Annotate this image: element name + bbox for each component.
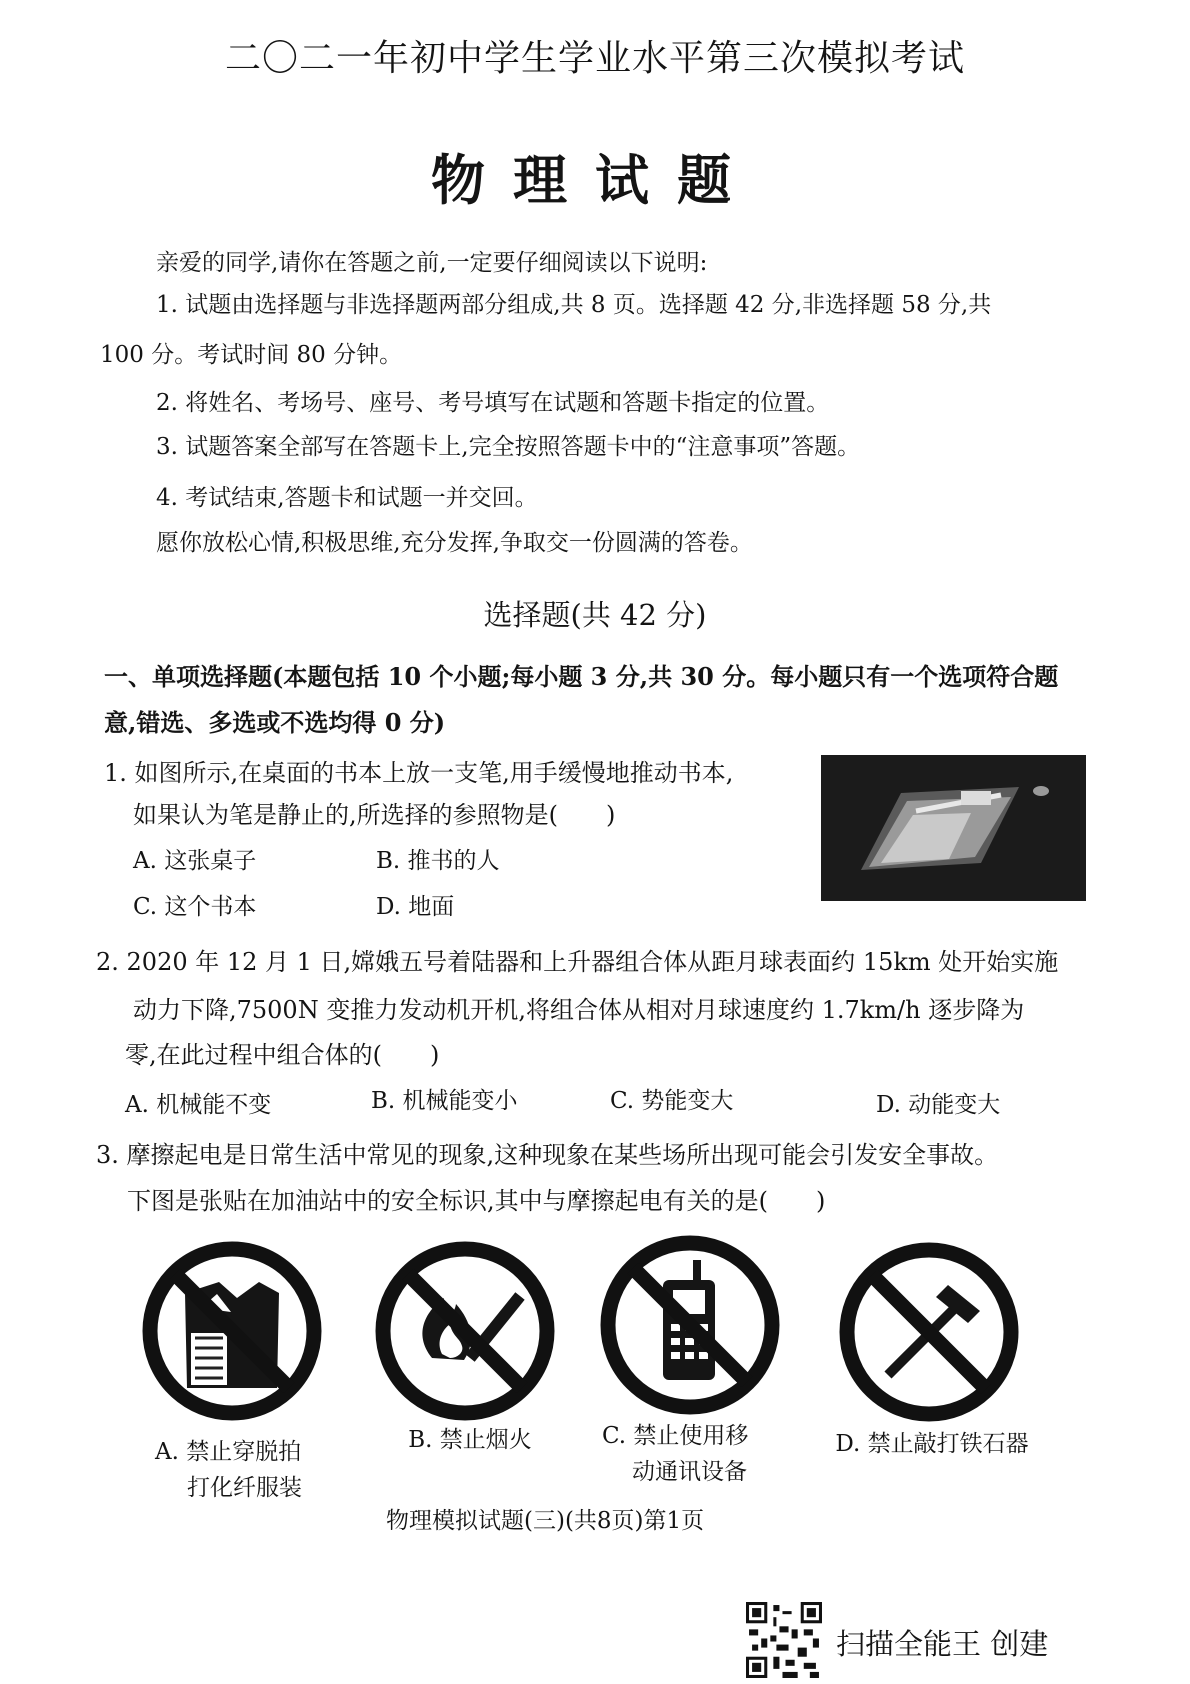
instructions-greeting: 亲爱的同学,请你在答题之前,一定要仔细阅读以下说明: bbox=[156, 250, 708, 276]
section-title: 选择题(共 42 分) bbox=[483, 598, 707, 632]
instruction-item: 4. 考试结束,答题卡和试题一并交回。 bbox=[156, 485, 538, 511]
sign-caption-line: 动通讯设备 bbox=[632, 1459, 747, 1485]
instructions-closing: 愿你放松心情,积极思维,充分发挥,争取交一份圆满的答卷。 bbox=[156, 530, 753, 556]
question-2-option-d: D. 动能变大 bbox=[876, 1092, 1001, 1118]
question-2-option-a: A. 机械能不变 bbox=[125, 1092, 272, 1118]
instruction-item: 2. 将姓名、考场号、座号、考号填写在试题和答题卡指定的位置。 bbox=[156, 390, 830, 416]
no-mobile-phone-sign-icon bbox=[597, 1232, 783, 1418]
sign-caption-c bbox=[590, 1418, 790, 1490]
question-2-line: 2. 2020 年 12 月 1 日,嫦娥五号着陆器和上升器组合体从距月球表面约 15km 处开始实施 bbox=[96, 948, 1059, 976]
part-heading-line: 意,错选、多选或不选均得 0 分) bbox=[104, 708, 446, 737]
sign-caption-d bbox=[812, 1426, 1052, 1462]
scanner-watermark: 扫描全能王 创建 bbox=[836, 1627, 1049, 1661]
question-1-option-d: D. 地面 bbox=[376, 894, 455, 920]
question-3-line: 下图是张贴在加油站中的安全标识,其中与摩擦起电有关的是( ) bbox=[127, 1187, 826, 1215]
question-1-option-a: A. 这张桌子 bbox=[133, 848, 257, 874]
question-2-option-c: C. 势能变大 bbox=[610, 1088, 734, 1114]
no-hammering-sign-icon bbox=[836, 1239, 1022, 1425]
sign-caption-line: D. 禁止敲打铁石器 bbox=[835, 1431, 1029, 1457]
book-pen-photo bbox=[821, 755, 1086, 901]
qr-code-icon bbox=[746, 1602, 822, 1678]
sign-caption-line: 打化纤服装 bbox=[187, 1475, 302, 1501]
question-1-line: 如果认为笔是静止的,所选择的参照物是( ) bbox=[133, 801, 616, 829]
part-heading-line: 一、单项选择题(本题包括 10 个小题;每小题 3 分,共 30 分。每小题只有一个选项符合题 bbox=[104, 662, 1059, 691]
question-1-line: 1. 如图所示,在桌面的书本上放一支笔,用手缓慢地推动书本, bbox=[104, 759, 734, 787]
subject-title: 物理试题 bbox=[431, 148, 759, 212]
sign-caption-line: A. 禁止穿脱拍 bbox=[155, 1439, 302, 1465]
question-2-option-b: B. 机械能变小 bbox=[371, 1088, 518, 1114]
question-1-option-c: C. 这个书本 bbox=[133, 894, 257, 920]
question-1-option-b: B. 推书的人 bbox=[376, 848, 500, 874]
instruction-item: 3. 试题答案全部写在答题卡上,完全按照答题卡中的“注意事项”答题。 bbox=[156, 434, 861, 460]
sign-caption-line: B. 禁止烟火 bbox=[408, 1427, 532, 1453]
sign-caption-b bbox=[380, 1422, 560, 1458]
question-2-line: 零,在此过程中组合体的( ) bbox=[125, 1041, 440, 1069]
no-fire-sign-icon bbox=[372, 1238, 558, 1424]
question-2-line: 动力下降,7500N 变推力发动机开机,将组合体从相对月球速度约 1.7km/h 逐步降为 bbox=[133, 996, 1025, 1024]
question-3-line: 3. 摩擦起电是日常生活中常见的现象,这种现象在某些场所出现可能会引发安全事故。 bbox=[96, 1141, 999, 1169]
instruction-item: 100 分。考试时间 80 分钟。 bbox=[100, 342, 403, 368]
exam-title: 二〇二一年初中学生学业水平第三次模拟考试 bbox=[224, 38, 965, 79]
sign-caption-a bbox=[135, 1434, 345, 1506]
sign-caption-line: C. 禁止使用移 bbox=[602, 1423, 749, 1449]
no-undressing-synthetic-clothing-sign-icon bbox=[139, 1238, 325, 1424]
instruction-item: 1. 试题由选择题与非选择题两部分组成,共 8 页。选择题 42 分,非选择题 58 分,共 bbox=[156, 292, 992, 318]
page-footer: 物理模拟试题(三)(共8页)第1页 bbox=[386, 1508, 705, 1534]
